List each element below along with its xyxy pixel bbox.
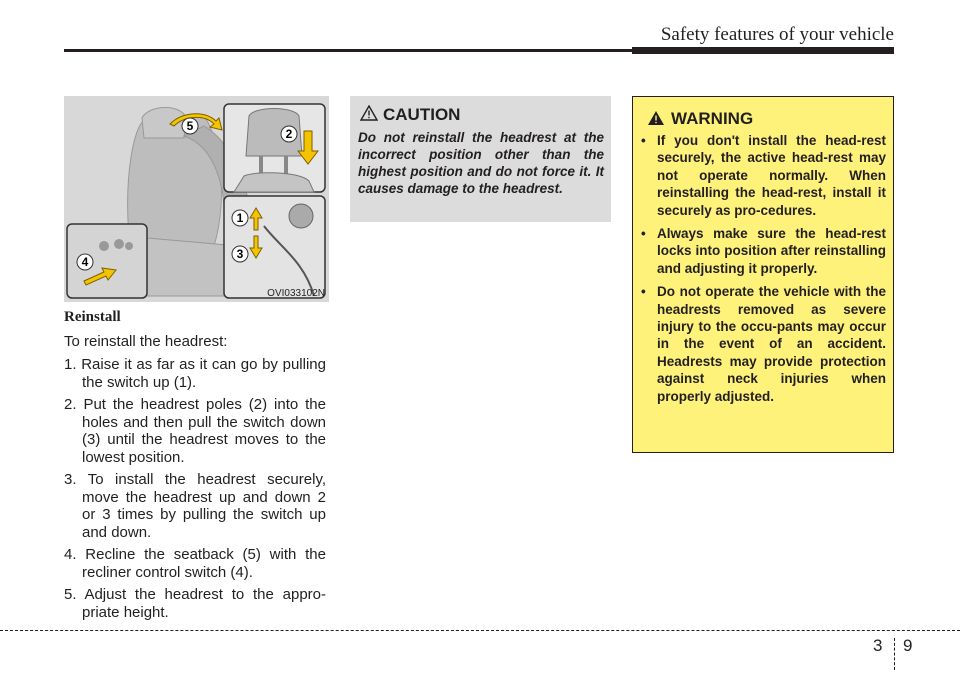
bullet-icon: • [641,284,646,300]
page-number: 9 [903,636,913,655]
bullet-icon: • [641,226,646,242]
header-divider-accent [632,47,894,54]
warning-box [632,96,894,453]
callout-3: 3 [236,247,244,261]
reinstall-instructions [64,309,326,626]
step-item: 3. To install the headrest securely, move the headrest up and down 2 or 3 times by pulling the switch up and down. [64,471,326,541]
warning-item [641,225,886,277]
callout-1: 1 [236,211,244,225]
step-item: 4. Recline the seatback (5) with the recliner control switch (4). [64,546,326,581]
instructions-intro: To reinstall the headrest: [64,333,228,350]
headrest-illustration [64,96,329,302]
figure-caption: OVI033102N [267,288,325,299]
warning-triangle-icon [647,110,665,126]
caution-triangle-icon [360,105,378,121]
callout-5: 5 [186,119,194,133]
step-item: 5. Adjust the headrest to the appro-priate height. [64,586,326,621]
section-heading: Reinstall [64,309,121,325]
warning-item-text: If you don't install the head-rest securely, the active head-rest may not operate normally. When reinstalling the head-rest, install it securely as pro-cedures. [657,133,886,218]
footer-divider [0,630,960,631]
seat-drawing [64,96,329,302]
caution-title: CAUTION [383,105,461,124]
warning-title: WARNING [671,109,754,128]
callout-2: 2 [285,127,293,141]
warning-item [641,283,886,405]
step-item: 2. Put the headrest poles (2) into the holes and then pull the switch down (3) until the headrest moves to the lowest position. [64,396,326,466]
warning-item-text: Always make sure the head-rest locks into position after reinstalling and adjusting it properly. [657,226,886,276]
step-item: 1. Raise it as far as it can go by pulling the switch up (1). [64,356,326,391]
page-header-title: Safety features of your vehicle [660,24,894,45]
warning-list [641,132,886,411]
chapter-number: 3 [873,636,883,655]
page-number-divider [894,638,895,670]
steps-list [64,356,326,621]
caution-box [350,96,611,222]
callout-4: 4 [81,255,89,269]
caution-text: Do not reinstall the headrest at the incorrect position other than the highest position and do not force it. It causes damage to the headrest. [358,130,604,196]
warning-item-text: Do not operate the vehicle with the headrests removed as severe injury to the occu-pants may occur in the event of an accident. Headrests may provide protection against neck injuries when properly adjusted. [657,284,886,404]
bullet-icon: • [641,133,646,148]
warning-item [641,132,886,219]
